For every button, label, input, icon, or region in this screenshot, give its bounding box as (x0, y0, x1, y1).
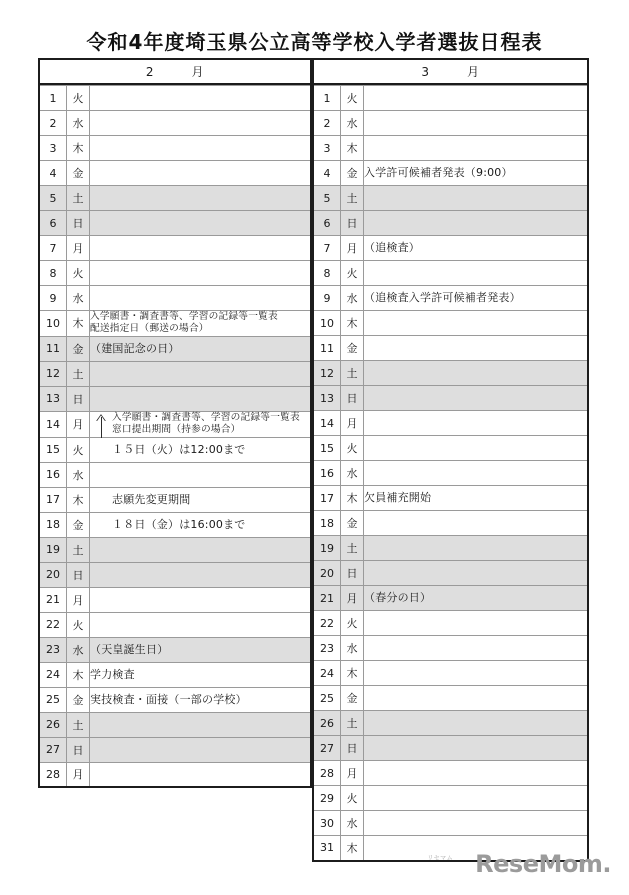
table-row (313, 736, 588, 761)
day-number: 9 (39, 286, 67, 311)
day-number: 22 (39, 612, 67, 637)
day-number: 15 (39, 437, 67, 462)
table-row (39, 411, 311, 437)
day-event (364, 211, 589, 236)
table-row (313, 111, 588, 136)
day-number: 18 (313, 511, 341, 536)
day-event (364, 711, 589, 736)
table-row (39, 737, 311, 762)
day-weekday: 水 (67, 111, 90, 136)
month-header-march: 3 月 (312, 58, 589, 85)
day-number: 12 (313, 361, 341, 386)
day-weekday: 土 (67, 186, 90, 211)
day-weekday: 木 (67, 487, 90, 512)
day-event: 入学許可候補者発表（9:00） (364, 161, 589, 186)
day-event-line: 窓口提出期間（持参の場合） (112, 424, 241, 436)
day-event (90, 111, 312, 136)
day-event (90, 136, 312, 161)
table-row (39, 161, 311, 186)
table-row (313, 436, 588, 461)
table-row (39, 111, 311, 136)
table-row (313, 486, 588, 511)
schedule-table-container (38, 58, 589, 862)
day-weekday: 土 (341, 361, 364, 386)
table-row (39, 186, 311, 211)
day-weekday: 土 (341, 711, 364, 736)
day-event (90, 587, 312, 612)
table-row (313, 586, 588, 611)
day-number: 5 (39, 186, 67, 211)
day-event: １８日（金）は16:00まで (90, 512, 312, 537)
day-weekday: 水 (341, 286, 364, 311)
resemom-logo-name: ReseMom (475, 850, 603, 878)
day-event: （建国記念の日） (90, 336, 312, 361)
table-row (313, 336, 588, 361)
day-event: （追検査） (364, 236, 589, 261)
day-number: 28 (313, 761, 341, 786)
day-number: 13 (313, 386, 341, 411)
day-event (364, 336, 589, 361)
day-weekday: 木 (67, 311, 90, 337)
day-event (364, 661, 589, 686)
day-number: 4 (39, 161, 67, 186)
table-row (39, 712, 311, 737)
table-row (39, 587, 311, 612)
page-title: 令和4年度埼玉県公立高等学校入学者選抜日程表 (86, 30, 543, 54)
table-row (39, 286, 311, 311)
table-row (313, 511, 588, 536)
table-row (313, 186, 588, 211)
day-event: （春分の日） (364, 586, 589, 611)
day-weekday: 月 (67, 411, 90, 437)
day-weekday: 水 (341, 461, 364, 486)
day-number: 31 (313, 836, 341, 861)
day-event (364, 311, 589, 336)
day-weekday: 日 (341, 736, 364, 761)
day-event (364, 536, 589, 561)
table-row (313, 386, 588, 411)
day-number: 24 (313, 661, 341, 686)
day-weekday: 木 (67, 136, 90, 161)
day-event (364, 761, 589, 786)
day-weekday: 日 (67, 211, 90, 236)
table-row (313, 361, 588, 386)
day-weekday: 日 (67, 562, 90, 587)
day-number: 17 (313, 486, 341, 511)
day-event (90, 211, 312, 236)
day-number: 16 (313, 461, 341, 486)
day-event (364, 186, 589, 211)
table-row (313, 136, 588, 161)
table-row (39, 86, 311, 111)
day-event-line: 配送指定日（郵送の場合） (90, 323, 209, 335)
month-header-february: 2 月 (38, 58, 312, 85)
day-number: 1 (39, 86, 67, 111)
day-weekday: 火 (341, 86, 364, 111)
day-number: 2 (313, 111, 341, 136)
day-number: 7 (39, 236, 67, 261)
day-event (364, 411, 589, 436)
table-row (313, 161, 588, 186)
day-weekday: 木 (341, 311, 364, 336)
day-event (90, 286, 312, 311)
day-weekday: 金 (67, 336, 90, 361)
day-weekday: 火 (341, 261, 364, 286)
day-number: 18 (39, 512, 67, 537)
day-number: 12 (39, 361, 67, 386)
day-number: 23 (313, 636, 341, 661)
day-number: 6 (313, 211, 341, 236)
day-event (364, 636, 589, 661)
day-event (90, 562, 312, 587)
day-weekday: 水 (341, 636, 364, 661)
day-weekday: 火 (341, 436, 364, 461)
day-number: 4 (313, 161, 341, 186)
day-event (364, 736, 589, 761)
day-number: 16 (39, 462, 67, 487)
day-event (90, 361, 312, 386)
day-number: 6 (39, 211, 67, 236)
day-weekday: 月 (341, 411, 364, 436)
table-row (313, 411, 588, 436)
table-row (39, 662, 311, 687)
day-number: 17 (39, 487, 67, 512)
day-event (364, 811, 589, 836)
day-weekday: 月 (341, 761, 364, 786)
table-row (39, 136, 311, 161)
day-event (90, 737, 312, 762)
day-event (90, 186, 312, 211)
schedule-body-march (313, 86, 588, 861)
table-row (39, 562, 311, 587)
day-weekday: 土 (67, 537, 90, 562)
table-row (39, 236, 311, 261)
day-number: 3 (313, 136, 341, 161)
table-row (39, 637, 311, 662)
day-event (364, 361, 589, 386)
day-weekday: 土 (341, 536, 364, 561)
day-weekday: 土 (341, 186, 364, 211)
day-weekday: 土 (67, 712, 90, 737)
table-row (313, 811, 588, 836)
day-weekday: 月 (341, 236, 364, 261)
day-event (90, 411, 312, 437)
day-number: 28 (39, 762, 67, 787)
table-row (39, 487, 311, 512)
table-row (313, 536, 588, 561)
day-weekday: 金 (341, 686, 364, 711)
day-number: 26 (39, 712, 67, 737)
day-event: 学力検査 (90, 662, 312, 687)
day-number: 14 (313, 411, 341, 436)
day-event (90, 537, 312, 562)
day-weekday: 水 (67, 286, 90, 311)
day-event (90, 386, 312, 411)
day-number: 14 (39, 411, 67, 437)
table-row (39, 512, 311, 537)
table-row (39, 311, 311, 337)
day-weekday: 火 (67, 86, 90, 111)
day-weekday: 月 (67, 762, 90, 787)
table-row (313, 661, 588, 686)
day-event (90, 161, 312, 186)
resemom-logo (427, 850, 611, 878)
table-row (313, 86, 588, 111)
table-row (313, 286, 588, 311)
day-weekday: 土 (67, 361, 90, 386)
day-number: 10 (313, 311, 341, 336)
table-row (39, 386, 311, 411)
day-number: 11 (313, 336, 341, 361)
day-event: （追検査入学許可候補者発表） (364, 286, 589, 311)
day-event (364, 261, 589, 286)
day-event (364, 461, 589, 486)
day-number: 9 (313, 286, 341, 311)
table-row (313, 761, 588, 786)
day-number: 8 (39, 261, 67, 286)
table-row (39, 687, 311, 712)
day-event (364, 561, 589, 586)
day-weekday: 火 (67, 437, 90, 462)
resemom-logo-dot: . (602, 850, 611, 878)
day-weekday: 火 (341, 786, 364, 811)
day-event (90, 311, 312, 337)
day-event (364, 111, 589, 136)
day-weekday: 木 (341, 836, 364, 861)
table-row (313, 711, 588, 736)
day-number: 5 (313, 186, 341, 211)
day-event-line: 入学願書・調査書等、学習の記録等一覧表 (90, 311, 278, 322)
table-row (39, 762, 311, 787)
day-weekday: 水 (67, 462, 90, 487)
day-weekday: 水 (67, 637, 90, 662)
day-weekday: 火 (67, 612, 90, 637)
table-row (313, 636, 588, 661)
day-number: 27 (39, 737, 67, 762)
day-number: 23 (39, 637, 67, 662)
table-row (39, 261, 311, 286)
day-weekday: 月 (67, 587, 90, 612)
day-weekday: 金 (67, 161, 90, 186)
day-number: 2 (39, 111, 67, 136)
schedule-table-march (312, 85, 589, 862)
day-event (364, 436, 589, 461)
day-number: 8 (313, 261, 341, 286)
day-number: 3 (39, 136, 67, 161)
day-event: 実技検査・面接（一部の学校） (90, 687, 312, 712)
day-number: 20 (313, 561, 341, 586)
day-number: 24 (39, 662, 67, 687)
day-weekday: 木 (341, 661, 364, 686)
day-weekday: 金 (341, 336, 364, 361)
day-weekday: 木 (341, 486, 364, 511)
table-row (39, 612, 311, 637)
day-weekday: 木 (67, 662, 90, 687)
day-event (90, 261, 312, 286)
day-weekday: 日 (341, 561, 364, 586)
day-number: 13 (39, 386, 67, 411)
month-block-march (312, 58, 589, 862)
day-weekday: 日 (67, 386, 90, 411)
day-event-line: 入学願書・調査書等、学習の記録等一覧表 (112, 411, 300, 423)
day-number: 10 (39, 311, 67, 337)
table-row (39, 211, 311, 236)
day-event: １５日（火）は12:00まで (90, 437, 312, 462)
table-row (313, 236, 588, 261)
day-weekday: 木 (341, 136, 364, 161)
day-weekday: 日 (67, 737, 90, 762)
day-event (364, 386, 589, 411)
schedule-body-february (39, 86, 311, 788)
day-event (364, 136, 589, 161)
schedule-table-february (38, 85, 312, 788)
day-event (364, 86, 589, 111)
day-number: 30 (313, 811, 341, 836)
day-weekday: 日 (341, 386, 364, 411)
day-event: 志願先変更期間 (90, 487, 312, 512)
day-weekday: 日 (341, 211, 364, 236)
day-event (364, 786, 589, 811)
day-number: 29 (313, 786, 341, 811)
day-event (364, 611, 589, 636)
day-weekday: 月 (67, 236, 90, 261)
day-number: 1 (313, 86, 341, 111)
table-row (313, 261, 588, 286)
day-number: 19 (313, 536, 341, 561)
day-weekday: 金 (341, 161, 364, 186)
day-number: 21 (39, 587, 67, 612)
day-weekday: 金 (341, 511, 364, 536)
day-number: 21 (313, 586, 341, 611)
table-row (313, 311, 588, 336)
day-event (90, 462, 312, 487)
day-weekday: 火 (67, 261, 90, 286)
day-event: 欠員補充開始 (364, 486, 589, 511)
month-block-february (38, 58, 312, 788)
resemom-logo-ruby: リセマム (427, 855, 454, 862)
day-number: 25 (313, 686, 341, 711)
day-event (364, 686, 589, 711)
table-row (313, 611, 588, 636)
day-event: （天皇誕生日） (90, 637, 312, 662)
table-row (313, 686, 588, 711)
day-number: 15 (313, 436, 341, 461)
table-row (39, 537, 311, 562)
day-weekday: 水 (341, 111, 364, 136)
day-number: 25 (39, 687, 67, 712)
table-row (39, 462, 311, 487)
day-event (90, 612, 312, 637)
day-event (90, 712, 312, 737)
day-weekday: 金 (67, 687, 90, 712)
table-row (313, 461, 588, 486)
day-number: 22 (313, 611, 341, 636)
day-number: 27 (313, 736, 341, 761)
table-row (39, 437, 311, 462)
day-number: 19 (39, 537, 67, 562)
table-row (313, 561, 588, 586)
day-weekday: 金 (67, 512, 90, 537)
table-row (313, 786, 588, 811)
day-number: 7 (313, 236, 341, 261)
day-weekday: 水 (341, 811, 364, 836)
day-event (90, 762, 312, 787)
day-event (90, 236, 312, 261)
day-number: 20 (39, 562, 67, 587)
day-weekday: 月 (341, 586, 364, 611)
day-number: 11 (39, 336, 67, 361)
table-row (313, 211, 588, 236)
day-event (364, 511, 589, 536)
day-event (90, 86, 312, 111)
table-row (39, 336, 311, 361)
day-number: 26 (313, 711, 341, 736)
day-weekday: 火 (341, 611, 364, 636)
table-row (39, 361, 311, 386)
